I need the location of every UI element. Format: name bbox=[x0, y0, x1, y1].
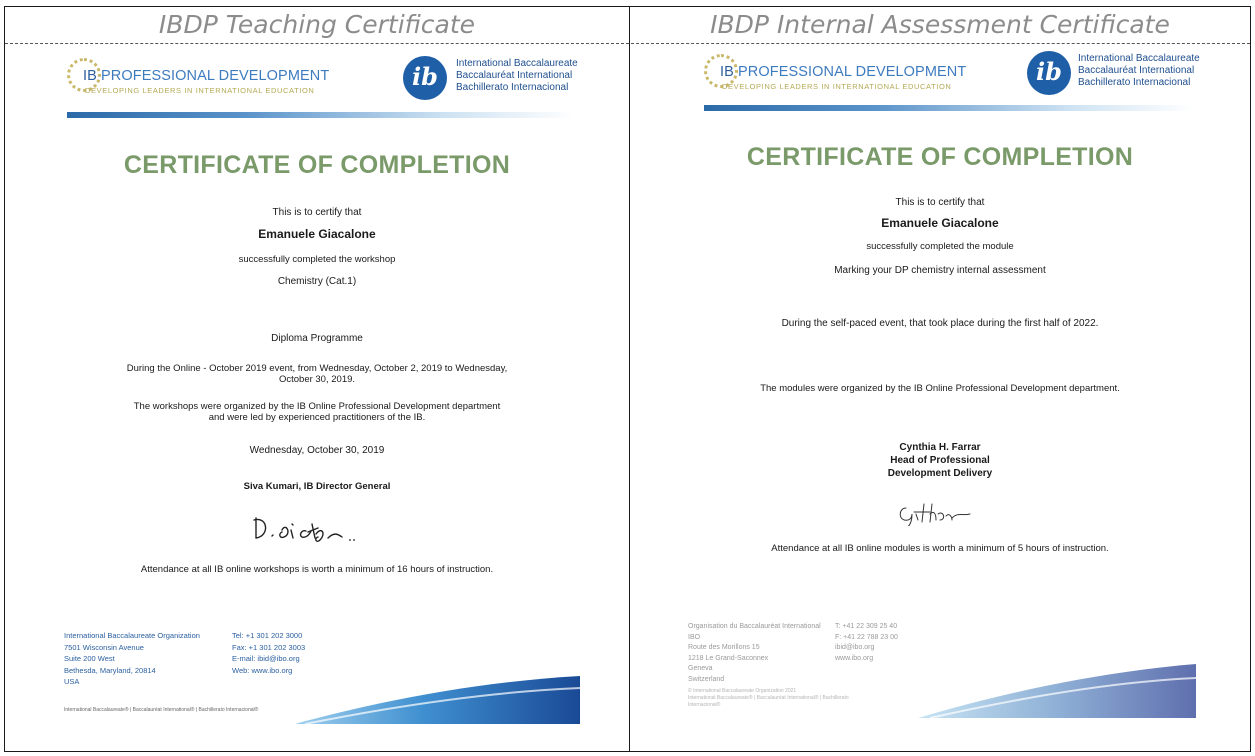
footer-legal: International Baccalaureate® | Baccalauréat International® | Bachillerato Internacional® bbox=[64, 707, 259, 713]
signatory-role: Development Delivery bbox=[887, 468, 993, 479]
footer-contact: T: +41 22 309 25 40 F: +41 22 788 23 00 ibid@ibo.org www.ibo.org bbox=[835, 623, 898, 662]
attendance-text: Attendance at all IB online workshops is worth a minimum of 16 hours of instruction. bbox=[140, 564, 494, 575]
certify-text: This is to certify that bbox=[895, 197, 985, 208]
internal-assessment-certificate bbox=[630, 44, 1250, 751]
signatory-name: Cynthia H. Farrar bbox=[899, 442, 981, 453]
course-name: Chemistry (Cat.1) bbox=[277, 276, 357, 287]
footer-swoosh-graphic bbox=[918, 660, 1196, 718]
ib-pd-logo-text: IB PROFESSIONAL DEVELOPMENT bbox=[720, 64, 967, 80]
footer-legal: © International Baccalaureate Organization 2021 International Baccalaureate® | Baccalauréat International® | Bachillerato Internacional® bbox=[688, 688, 849, 708]
signatory-role: Head of Professional bbox=[890, 455, 990, 466]
ib-pd-logo-text: IB PROFESSIONAL DEVELOPMENT bbox=[83, 68, 330, 84]
recipient-name: Emanuele Giacalone bbox=[881, 216, 999, 230]
panel-title-left: IBDP Teaching Certificate bbox=[158, 10, 476, 39]
panel-title-right: IBDP Internal Assessment Certificate bbox=[710, 10, 1170, 39]
organizer-text: The workshops were organized by the IB Online Professional Development department and were led by experienced practitioners of the IB. bbox=[133, 401, 501, 423]
teaching-certificate bbox=[5, 44, 629, 751]
recipient-name: Emanuele Giacalone bbox=[258, 227, 376, 241]
ib-pd-tagline: DEVELOPING LEADERS IN INTERNATIONAL EDUCATION bbox=[722, 82, 952, 91]
completed-text: successfully completed the workshop bbox=[238, 254, 396, 265]
attendance-text: Attendance at all IB online modules is worth a minimum of 5 hours of instruction. bbox=[771, 543, 1109, 554]
certify-text: This is to certify that bbox=[272, 207, 362, 218]
ib-logo-icon: ib bbox=[403, 56, 447, 100]
ib-org-names: International Baccalaureate Baccalauréat International Bachillerato Internacional bbox=[456, 58, 578, 93]
footer-address: Organisation du Baccalauréat International IBO Route des Morillons 15 1218 Le Grand-Saconnex Geneva Switzerland bbox=[688, 623, 821, 683]
signatory-block bbox=[630, 441, 1250, 480]
certificate-title: CERTIFICATE OF COMPLETION bbox=[746, 143, 1134, 171]
footer-swoosh-graphic bbox=[295, 672, 580, 724]
ib-logo-icon: ib bbox=[1027, 51, 1071, 95]
completed-text: successfully completed the module bbox=[866, 241, 1014, 252]
completion-date: Wednesday, October 30, 2019 bbox=[249, 445, 385, 456]
programme-name: Diploma Programme bbox=[271, 333, 363, 344]
footer-address: International Baccalaureate Organization 7501 Wisconsin Avenue Suite 200 West Bethesda, Maryland, 20814 USA bbox=[64, 631, 200, 686]
certificate-title: CERTIFICATE OF COMPLETION bbox=[123, 151, 511, 179]
header-gradient-bar bbox=[67, 112, 575, 118]
header-gradient-bar bbox=[704, 105, 1194, 111]
module-name: Marking your DP chemistry internal assessment bbox=[834, 265, 1046, 276]
organizer-text: The modules were organized by the IB Online Professional Development department. bbox=[760, 383, 1120, 394]
event-description: During the self-paced event, that took place during the first half of 2022. bbox=[781, 318, 1099, 329]
ib-pd-tagline: DEVELOPING LEADERS IN INTERNATIONAL EDUCATION bbox=[85, 86, 315, 95]
signature-image bbox=[250, 514, 390, 544]
footer-contact: Tel: +1 301 202 3000 Fax: +1 301 202 3003 E-mail: ibid@ibo.org Web: www.ibo.org bbox=[232, 631, 306, 675]
signature-image bbox=[896, 500, 986, 526]
event-description: During the Online - October 2019 event, from Wednesday, October 2, 2019 to Wednesday, October 30, 2019. bbox=[126, 363, 508, 385]
ib-org-names: International Baccalaureate Baccalauréat International Bachillerato Internacional bbox=[1078, 53, 1200, 88]
signatory: Siva Kumari, IB Director General bbox=[243, 481, 391, 492]
